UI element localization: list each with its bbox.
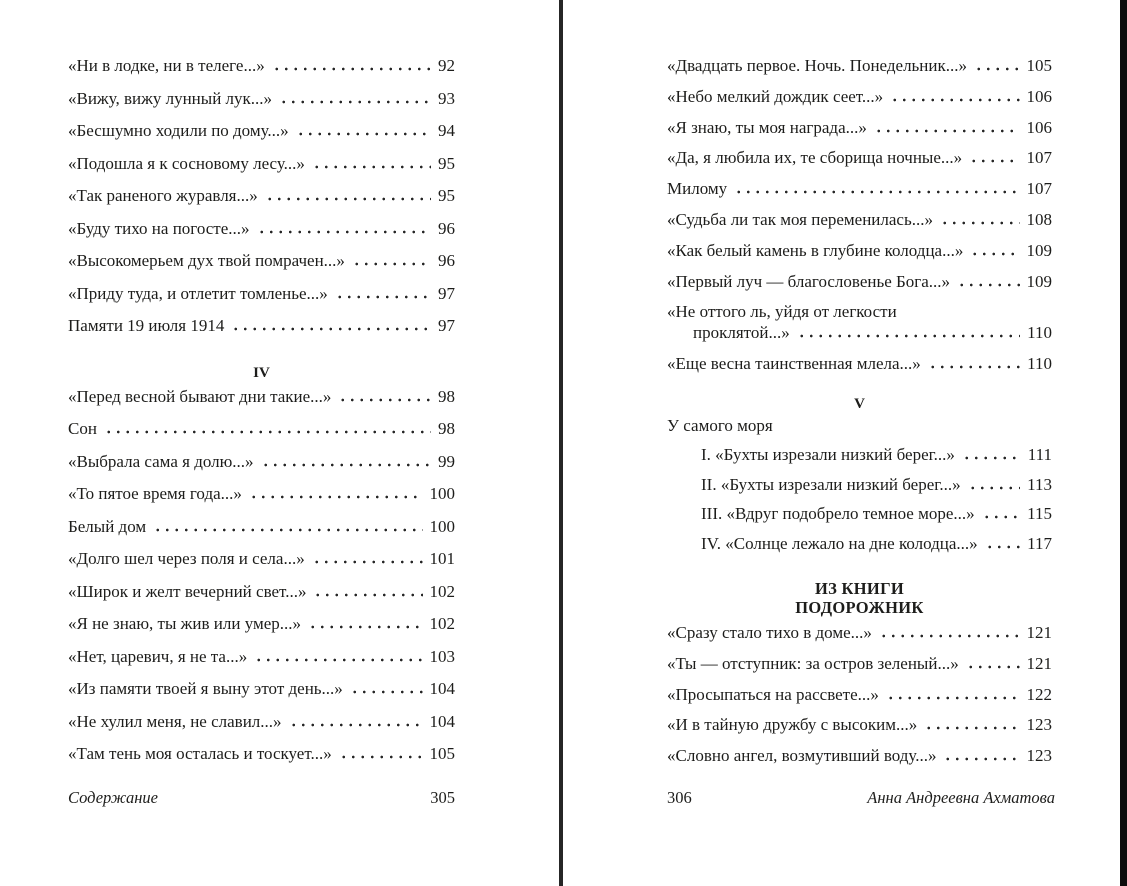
toc-entry-title: «Широк и желт вечерний свет...» bbox=[68, 581, 307, 601]
toc-entry-title: «Как белый камень в глубине колодца...» bbox=[667, 240, 964, 260]
book-page-left bbox=[0, 0, 558, 886]
dot-leader bbox=[249, 495, 423, 499]
toc-page-number: 117 bbox=[1027, 533, 1052, 553]
toc-page-number: 96 bbox=[438, 218, 455, 238]
toc-entry-title: «Бесшумно ходили по дому...» bbox=[68, 121, 289, 140]
toc-entry bbox=[667, 504, 1052, 533]
toc-entry-title: «Судьба ли так моя переменилась...» bbox=[667, 209, 933, 229]
dot-leader bbox=[940, 221, 1020, 225]
dot-leader bbox=[312, 165, 431, 169]
toc-page-number: 110 bbox=[1027, 322, 1052, 342]
toc-entry bbox=[667, 179, 1052, 210]
toc-entry-title: III. «Вдруг подобрело темное море...» bbox=[701, 504, 975, 524]
dot-leader bbox=[957, 283, 1019, 287]
toc-page-number: 102 bbox=[429, 581, 455, 601]
dot-leader bbox=[982, 515, 1021, 519]
dot-leader bbox=[339, 755, 423, 759]
toc-entry bbox=[667, 302, 1052, 323]
toc-entry bbox=[667, 715, 1052, 746]
toc-page-number: 107 bbox=[1026, 148, 1052, 168]
toc-page-number: 100 bbox=[429, 516, 455, 536]
section-heading bbox=[68, 365, 455, 387]
toc-page-number: 103 bbox=[429, 646, 455, 666]
toc-entry-title: «Первый луч — благословенье Бога...» bbox=[667, 271, 951, 291]
toc-entry bbox=[667, 87, 1052, 118]
toc-page-number: 98 bbox=[438, 386, 455, 406]
toc-entry-title: «Подошла я к сосновому лесу...» bbox=[68, 153, 305, 173]
dot-leader bbox=[985, 545, 1020, 549]
dot-leader bbox=[261, 463, 431, 467]
toc-entry bbox=[667, 148, 1052, 179]
toc-entry bbox=[68, 549, 455, 582]
dot-leader bbox=[335, 295, 431, 299]
toc-page-number: 105 bbox=[1026, 56, 1052, 75]
dot-leader bbox=[104, 430, 431, 434]
toc-entry bbox=[68, 387, 455, 420]
section-heading bbox=[667, 579, 1052, 617]
toc-entry-title: «Буду тихо на погосте...» bbox=[68, 218, 250, 238]
toc-entry-title: проклятой...» bbox=[693, 322, 790, 342]
toc-entry-title: II. «Бухты изрезали низкий берег...» bbox=[701, 474, 961, 494]
toc-page-number: 121 bbox=[1026, 653, 1052, 673]
toc-entry-title: «Словно ангел, возмутивший воду...» bbox=[667, 746, 937, 766]
toc-page-number: 104 bbox=[429, 679, 455, 698]
toc-page-number: 95 bbox=[438, 153, 455, 173]
toc-entry bbox=[667, 210, 1052, 241]
dot-leader bbox=[254, 658, 422, 662]
toc-entry-continuation bbox=[667, 323, 1052, 354]
toc-page-number: 100 bbox=[429, 484, 455, 503]
toc-entry-title: «Перед весной бывают дни такие...» bbox=[68, 386, 332, 406]
page-edge-bar bbox=[1120, 0, 1127, 886]
toc-entry bbox=[68, 316, 455, 349]
toc-list-left bbox=[68, 56, 455, 777]
dot-leader bbox=[890, 98, 1019, 102]
toc-entry-title: IV. «Солнце лежало на дне колодца...» bbox=[701, 533, 978, 553]
toc-entry bbox=[667, 241, 1052, 272]
dot-leader bbox=[289, 723, 423, 727]
toc-entry bbox=[667, 534, 1052, 563]
dot-leader bbox=[272, 67, 431, 71]
toc-entry bbox=[68, 154, 455, 187]
dot-leader bbox=[350, 690, 423, 694]
toc-entry-title: Памяти 19 июля 1914 bbox=[68, 316, 225, 335]
toc-entry bbox=[667, 746, 1052, 777]
toc-page-number: 102 bbox=[429, 614, 455, 633]
footer-page-number: 306 bbox=[667, 788, 692, 807]
toc-page-number: 121 bbox=[1026, 623, 1052, 643]
dot-leader bbox=[734, 190, 1019, 194]
toc-entry bbox=[667, 56, 1052, 87]
dot-leader bbox=[968, 486, 1021, 490]
dot-leader bbox=[874, 129, 1020, 133]
toc-page-number: 108 bbox=[1026, 209, 1052, 229]
toc-entry-title: «Высокомерьем дух твой помрачен...» bbox=[68, 251, 345, 270]
toc-entry bbox=[667, 445, 1052, 474]
section-heading-line: ИЗ КНИГИ bbox=[814, 579, 905, 599]
toc-entry-title: «Из памяти твоей я выну этот день...» bbox=[68, 679, 343, 698]
dot-leader bbox=[974, 67, 1019, 71]
toc-entry bbox=[667, 475, 1052, 504]
book-page-right bbox=[563, 0, 1120, 886]
toc-page-number: 109 bbox=[1026, 271, 1052, 291]
toc-page-number: 106 bbox=[1026, 86, 1052, 106]
toc-entry-title: Сон bbox=[68, 419, 97, 438]
toc-entry bbox=[68, 582, 455, 615]
toc-entry-title: «И в тайную дружбу с высоким...» bbox=[667, 715, 918, 735]
toc-entry bbox=[68, 517, 455, 550]
toc-page-number: 111 bbox=[1027, 445, 1052, 465]
toc-page-number: 115 bbox=[1027, 504, 1052, 524]
toc-entry-title: «Я знаю, ты моя награда...» bbox=[667, 117, 867, 137]
toc-entry-title: «Там тень моя осталась и тоскует...» bbox=[68, 744, 332, 763]
left-page-footer bbox=[68, 788, 455, 808]
toc-entry bbox=[68, 744, 455, 777]
section-heading-line: V bbox=[854, 396, 865, 413]
toc-list-right bbox=[667, 56, 1052, 777]
dot-leader bbox=[265, 197, 431, 201]
toc-entry-title: «Не хулил меня, не славил...» bbox=[68, 711, 282, 731]
toc-page-number: 98 bbox=[438, 419, 455, 438]
toc-entry bbox=[68, 251, 455, 284]
toc-entry bbox=[68, 679, 455, 712]
toc-entry bbox=[68, 121, 455, 154]
toc-page-number: 105 bbox=[429, 744, 455, 763]
toc-page-number: 109 bbox=[1026, 240, 1052, 260]
toc-entry-title: «Еще весна таинственная млела...» bbox=[667, 353, 921, 373]
section-heading-line: IV bbox=[253, 364, 270, 381]
dot-leader bbox=[924, 726, 1019, 730]
toc-entry bbox=[68, 419, 455, 452]
toc-entry bbox=[68, 219, 455, 252]
toc-page-number: 107 bbox=[1026, 179, 1052, 199]
dot-leader bbox=[257, 230, 431, 234]
dot-leader bbox=[797, 334, 1020, 338]
toc-entry-title: «Долго шел через поля и села...» bbox=[68, 549, 305, 568]
toc-page-number: 96 bbox=[438, 251, 455, 270]
dot-leader bbox=[352, 262, 431, 266]
toc-entry bbox=[68, 712, 455, 745]
toc-entry bbox=[667, 118, 1052, 149]
toc-entry-title: «Нет, царевич, я не та...» bbox=[68, 646, 248, 666]
toc-entry bbox=[667, 416, 1052, 445]
toc-page-number: 122 bbox=[1026, 684, 1052, 704]
toc-entry-title: «Небо мелкий дождик сеет...» bbox=[667, 86, 884, 106]
footer-page-number: 305 bbox=[430, 788, 455, 807]
dot-leader bbox=[308, 625, 422, 629]
toc-page-number: 93 bbox=[438, 88, 455, 108]
dot-leader bbox=[296, 132, 431, 136]
toc-entry bbox=[667, 623, 1052, 654]
toc-entry-title: «Так раненого журавля...» bbox=[68, 186, 258, 205]
toc-page-number: 106 bbox=[1026, 117, 1052, 137]
toc-entry bbox=[667, 685, 1052, 716]
toc-page-number: 110 bbox=[1027, 353, 1052, 373]
toc-page-number: 97 bbox=[438, 283, 455, 303]
toc-entry-title: «Я не знаю, ты жив или умер...» bbox=[68, 614, 302, 633]
dot-leader bbox=[279, 100, 431, 104]
toc-entry-title: «То пятое время года...» bbox=[68, 484, 242, 503]
footer-author-name: Анна Андреевна Ахматова bbox=[867, 788, 1055, 807]
toc-page-number: 99 bbox=[438, 451, 455, 471]
toc-page-number: 113 bbox=[1027, 474, 1052, 494]
dot-leader bbox=[313, 593, 422, 597]
dot-leader bbox=[969, 159, 1019, 163]
toc-entry-title: У самого моря bbox=[667, 416, 773, 436]
section-heading bbox=[667, 396, 1052, 416]
dot-leader bbox=[312, 560, 423, 564]
toc-entry bbox=[68, 56, 455, 89]
toc-entry bbox=[68, 89, 455, 122]
toc-entry-title: «Да, я любила их, те сборища ночные...» bbox=[667, 148, 963, 168]
dot-leader bbox=[153, 528, 422, 532]
toc-entry bbox=[68, 614, 455, 647]
right-page-footer bbox=[667, 788, 1055, 808]
footer-section-title: Содержание bbox=[68, 788, 159, 807]
toc-entry bbox=[68, 186, 455, 219]
section-heading-line: ПОДОРОЖНИК bbox=[795, 598, 924, 618]
toc-entry-title: «Не оттого ль, уйдя от легкости bbox=[667, 302, 897, 322]
dot-leader bbox=[962, 456, 1021, 460]
toc-entry-title: «Ни в лодке, ни в телеге...» bbox=[68, 56, 265, 75]
dot-leader bbox=[886, 696, 1020, 700]
toc-entry-title: «Приду туда, и отлетит томленье...» bbox=[68, 283, 328, 303]
toc-page-number: 92 bbox=[438, 56, 455, 75]
toc-page-number: 101 bbox=[429, 549, 455, 568]
toc-entry bbox=[667, 654, 1052, 685]
dot-leader bbox=[879, 634, 1020, 638]
dot-leader bbox=[966, 665, 1020, 669]
toc-entry-title: «Вижу, вижу лунный лук...» bbox=[68, 88, 273, 108]
dot-leader bbox=[338, 398, 431, 402]
toc-page-number: 95 bbox=[438, 186, 455, 205]
toc-entry bbox=[68, 452, 455, 485]
toc-entry bbox=[68, 284, 455, 317]
dot-leader bbox=[943, 757, 1019, 761]
toc-entry-title: Белый дом bbox=[68, 516, 147, 536]
toc-page-number: 97 bbox=[438, 316, 455, 335]
toc-entry-title: I. «Бухты изрезали низкий берег...» bbox=[701, 445, 955, 465]
toc-entry bbox=[68, 484, 455, 517]
toc-entry-title: «Ты — отступник: за остров зеленый...» bbox=[667, 653, 959, 673]
toc-page-number: 123 bbox=[1026, 746, 1052, 766]
toc-entry-title: «Просыпаться на рассвете...» bbox=[667, 684, 879, 704]
toc-entry bbox=[68, 647, 455, 680]
toc-entry-title: Милому bbox=[667, 179, 728, 199]
dot-leader bbox=[231, 327, 431, 331]
toc-entry-title: «Выбрала сама я долю...» bbox=[68, 451, 254, 471]
toc-page-number: 123 bbox=[1026, 715, 1052, 735]
toc-page-number: 94 bbox=[438, 121, 455, 140]
toc-page-number: 104 bbox=[429, 711, 455, 731]
toc-entry bbox=[667, 272, 1052, 303]
toc-entry-title: «Сразу стало тихо в доме...» bbox=[667, 623, 872, 643]
dot-leader bbox=[970, 252, 1019, 256]
toc-entry bbox=[667, 354, 1052, 385]
toc-entry-title: «Двадцать первое. Ночь. Понедельник...» bbox=[667, 56, 968, 75]
dot-leader bbox=[928, 365, 1020, 369]
